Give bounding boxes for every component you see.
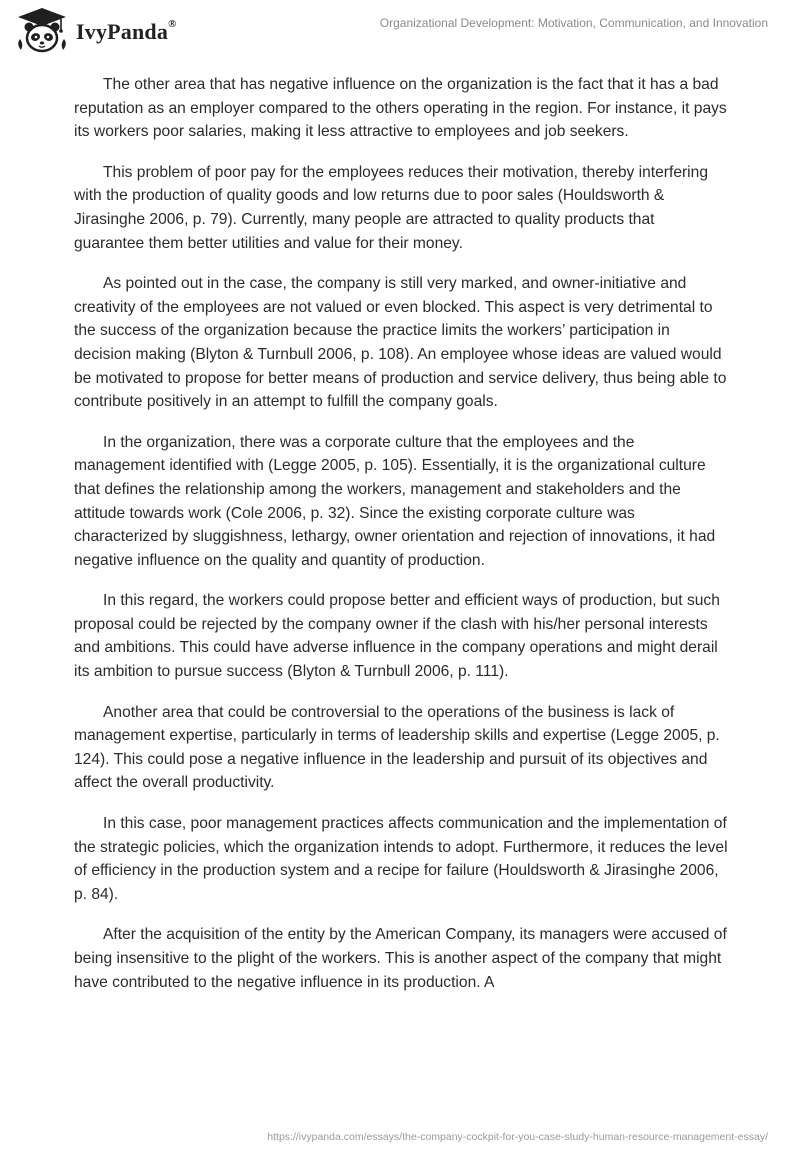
paragraph-5: In this regard, the workers could propose better and efficient ways of production, but such proposal could be rejected by the company owner if the clash with his/her personal interests and ambitions. This could have adverse influence in the company operations and might derail its ambition to pursue success (Blyton & Turnbull 2006, p. 111). bbox=[74, 592, 720, 681]
document-title: Organizational Development: Motivation, Communication, and Innovation bbox=[379, 16, 768, 30]
source-url[interactable]: https://ivypanda.com/essays/the-company-cockpit-for-you-case-study-human-resource-management-essay/ bbox=[267, 1131, 768, 1143]
essay-body bbox=[74, 73, 728, 1011]
paragraph-4: In the organization, there was a corporate culture that the employees and the management identified with (Legge 2005, p. 105). Essentially, it is the organizational culture that defines the relationship among the workers, management and stakeholders and the attitude towards work (Cole 2006, p. 32). Since the existing corporate culture was characterized by sluggishness, lethargy, owner orientation and rejection of innovations, it had negative influence on the quality and quantity of production. bbox=[74, 433, 716, 569]
paragraph-3: As pointed out in the case, the company is still very marked, and owner-initiative and creativity of the employees are not valued or even blocked. This aspect is very detrimental to the success of the organization because the practice limits the workers’ participation in decision making (Blyton & Turnbull 2006, p. 108). An employee whose ideas are valued would be motivated to propose for better means of production and service delivery, thus being able to contribute positively in an attempt to fulfill the company goals. bbox=[74, 275, 727, 411]
registered-mark: ® bbox=[168, 17, 177, 30]
panda-graduate-icon bbox=[14, 6, 70, 56]
ivypanda-logo[interactable] bbox=[14, 6, 177, 56]
paragraph-1: The other area that has negative influence on the organization is the fact that it has a bad reputation as an employer compared to the others operating in the region. For instance, it pays its workers poor salaries, making it less attractive to employees and job seekers. bbox=[74, 76, 727, 141]
page-header bbox=[0, 0, 800, 60]
brand-name bbox=[76, 19, 177, 45]
paragraph-7: In this case, poor management practices affects communication and the implementation of the strategic policies, which the organization intends to adopt. Furthermore, it reduces the level of efficiency in the production system and a recipe for failure (Houldsworth & Jirasinghe 2006, p. 84). bbox=[74, 815, 728, 903]
paragraph-8: After the acquisition of the entity by the American Company, its managers were accused of being insensitive to the plight of the workers. This is another aspect of the company that might have contributed to the negative influence in its production. A bbox=[74, 926, 727, 991]
paragraph-6: Another area that could be controversial to the operations of the business is lack of management expertise, particularly in terms of leadership skills and expertise (Legge 2005, p. 124). This could pose a negative influence in the leadership and pursuit of its objectives and affect the overall productivity. bbox=[74, 703, 720, 792]
brand-name-text: IvyPanda bbox=[76, 19, 169, 44]
paragraph-2: This problem of poor pay for the employees reduces their motivation, thereby interfering with the production of quality goods and low returns due to poor sales (Houldsworth & Jirasinghe 2006, p. 79). Currently, many people are attracted to quality products that guarantee them better utilities and value for their money. bbox=[74, 163, 708, 252]
